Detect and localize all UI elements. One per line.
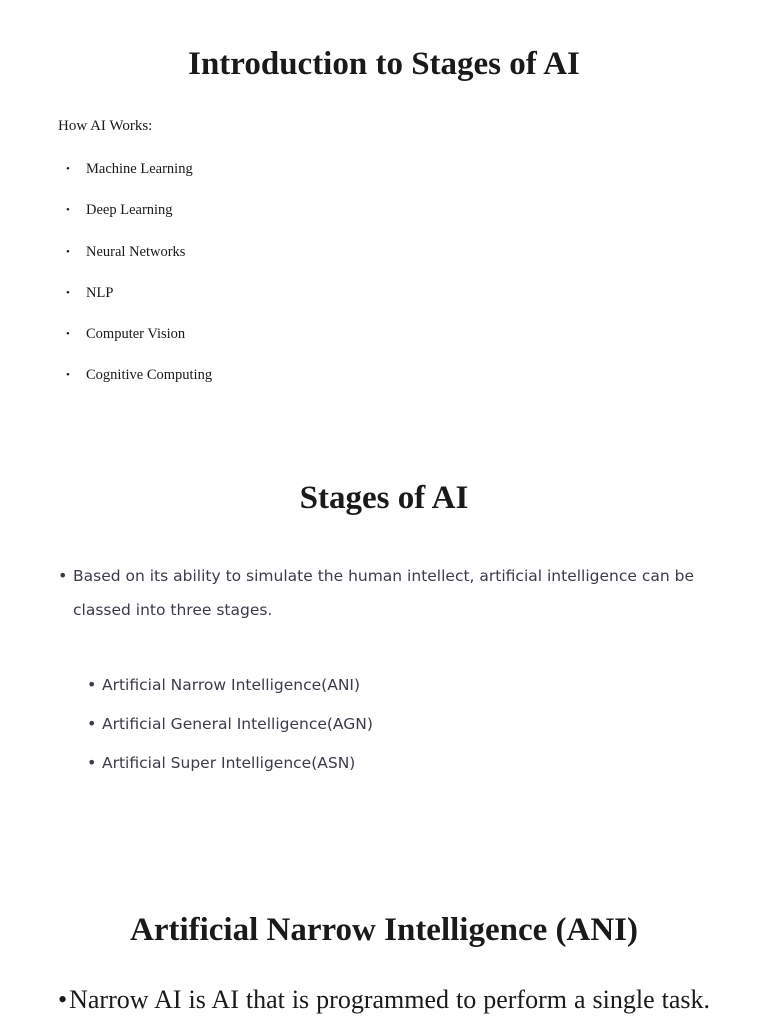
ani-paragraph [58,981,710,1019]
list-item [66,242,212,283]
bullet-icon: • [58,566,68,585]
bullet-icon: • [66,286,70,299]
list-item [66,283,212,324]
list-item [87,749,373,788]
list-item [66,159,212,200]
list-item-label: Computer Vision [86,326,186,343]
bullet-icon: • [58,985,68,1014]
stage-label: Artificial Super Intelligence(ASN) [102,754,356,772]
bullet-icon: • [66,245,70,258]
bullet-icon: • [87,675,97,694]
list-item [87,710,373,749]
bullet-icon: • [66,163,70,175]
bullet-icon: • [66,328,70,341]
bullet-icon: • [87,753,97,772]
how-ai-works-heading: How AI Works: [58,118,153,134]
ani-paragraph-text: Narrow AI is AI that is programmed to perform a single task. [69,985,710,1014]
stages-intro-text: Based on its ability to simulate the human intellect, artificial intelligence can be classed into three stages. [73,567,694,619]
bullet-icon: • [87,714,97,733]
stages-list [87,671,373,788]
page-title: Introduction to Stages of AI [188,46,580,82]
stages-title: Stages of AI [299,480,469,516]
list-item-label: NLP [86,284,114,301]
stage-label: Artificial General Intelligence(AGN) [102,715,373,733]
list-item-label: Machine Learning [86,161,193,177]
ani-title: Artificial Narrow Intelligence (ANI) [129,912,638,948]
list-item [66,200,212,241]
list-item-label: Deep Learning [86,202,173,219]
list-item [66,324,212,365]
stage-label: Artificial Narrow Intelligence(ANI) [102,676,361,694]
bullet-icon: • [66,369,70,382]
bullet-icon: • [66,204,70,217]
list-item-label: Cognitive Computing [86,367,213,384]
stages-intro-paragraph [58,559,708,627]
list-item-label: Neural Networks [86,243,186,260]
how-ai-works-list [66,159,212,407]
list-item [87,671,373,710]
list-item [66,365,212,406]
